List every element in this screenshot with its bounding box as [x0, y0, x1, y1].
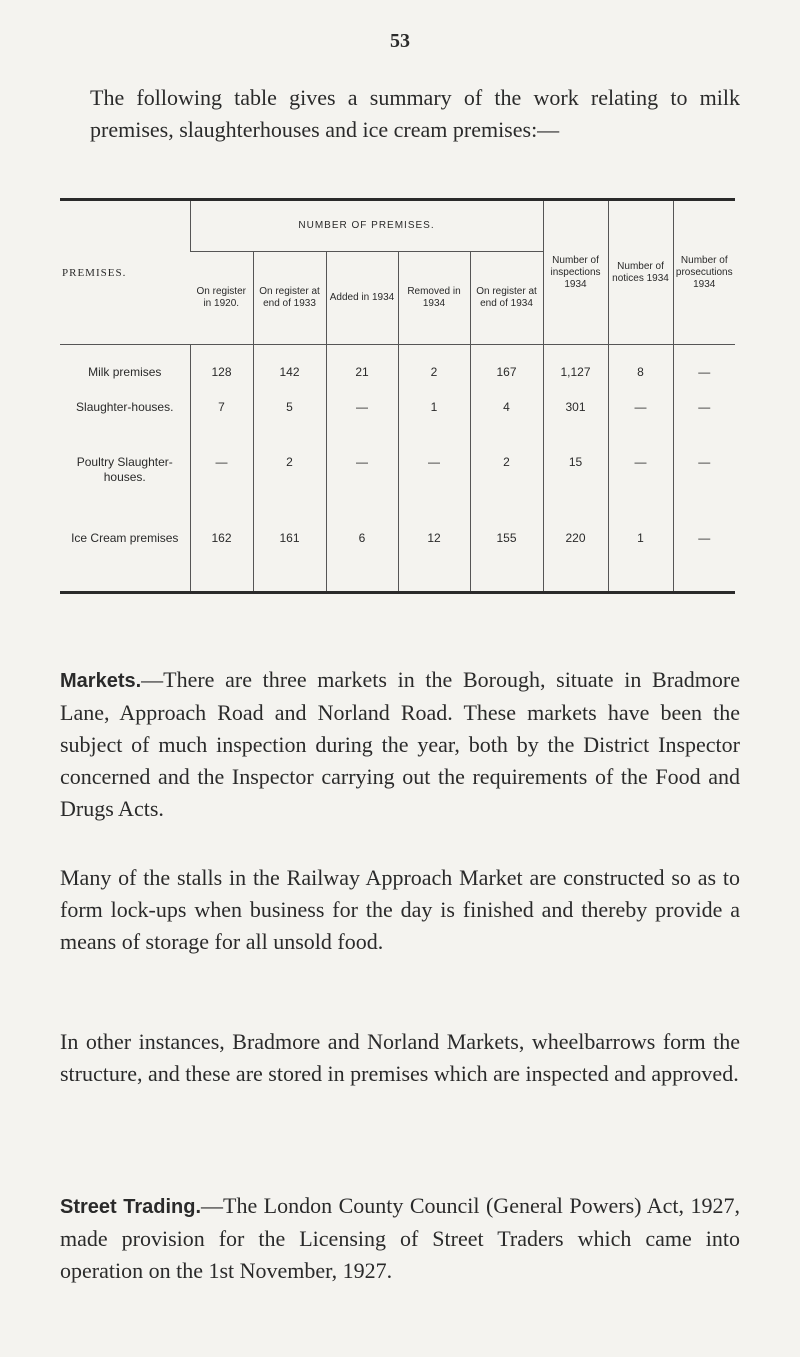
table-cell: —	[398, 455, 470, 531]
table-cell: 12	[398, 531, 470, 591]
row-label: Poultry Slaughter-houses.	[76, 455, 173, 484]
table-cell: 2	[470, 455, 543, 531]
table-cell: —	[608, 400, 673, 455]
street-trading-text: —The London County Council (General Powers) Act, 1927, made provision for the Licensing of Street Traders which came into operation on the 1st November, 1927.	[60, 1193, 740, 1283]
table-row	[60, 455, 735, 531]
page-number: 53	[390, 30, 410, 52]
table-cell: 1,127	[543, 345, 608, 401]
table-cell: 142	[253, 345, 326, 401]
intro-paragraph: The following table gives a summary of the work relating to milk premises, slaughterhouses and ice cream premises:—	[90, 85, 740, 142]
table-cell: 161	[253, 531, 326, 591]
table-cell: 15	[543, 455, 608, 531]
sub-header: On register at end of 1933	[253, 252, 326, 345]
street-trading-paragraph	[60, 1190, 740, 1287]
number-of-premises-header: NUMBER OF PREMISES.	[190, 201, 543, 252]
sub-header: Removed in 1934	[398, 252, 470, 345]
row-label: Milk premises	[88, 365, 162, 379]
table-cell: 7	[190, 400, 253, 455]
premises-summary-table	[60, 198, 735, 594]
table-cell: —	[608, 455, 673, 531]
table-cell: —	[673, 345, 735, 401]
sub-header: On register in 1920.	[190, 252, 253, 345]
premises-column-header: PREMISES.	[60, 201, 190, 345]
table-cell: —	[326, 455, 398, 531]
sub-header: Added in 1934	[326, 252, 398, 345]
table-cell: 2	[398, 345, 470, 401]
table-cell: 5	[253, 400, 326, 455]
table-cell: —	[673, 400, 735, 455]
inspections-header: Number of inspections 1934	[543, 201, 608, 345]
table-cell: 4	[470, 400, 543, 455]
table-cell: 128	[190, 345, 253, 401]
table-cell: 162	[190, 531, 253, 591]
stalls-paragraph: Many of the stalls in the Railway Approach Market are constructed so as to form lock-ups when business for the day is finished and thereby provide a means of storage for all unsold food.	[60, 865, 740, 954]
notices-header: Number of notices 1934	[608, 201, 673, 345]
table-cell: 8	[608, 345, 673, 401]
table-cell: 2	[253, 455, 326, 531]
table-cell: 301	[543, 400, 608, 455]
other-markets-paragraph: In other instances, Bradmore and Norland Markets, wheelbarrows form the structure, and these are stored in premises which are inspected and approved.	[60, 1029, 740, 1086]
markets-text: —There are three markets in the Borough, situate in Bradmore Lane, Approach Road and Norland Road. These markets have been the subject of much inspection during the year, both by the District Inspector concerned and the Inspector carrying out the requirements of the Food and Drugs Acts.	[60, 667, 740, 821]
table-row	[60, 345, 735, 401]
row-label: Slaughter-houses.	[76, 400, 174, 414]
table-cell: —	[326, 400, 398, 455]
sub-header: On register at end of 1934	[470, 252, 543, 345]
summary-table	[60, 201, 735, 591]
table-cell: 1	[398, 400, 470, 455]
street-trading-heading: Street Trading.	[60, 1196, 201, 1218]
table-cell: 167	[470, 345, 543, 401]
table-cell: —	[673, 455, 735, 531]
table-cell: 21	[326, 345, 398, 401]
prosecutions-header: Number of prosecutions 1934	[673, 201, 735, 345]
table-cell: 155	[470, 531, 543, 591]
table-cell: 6	[326, 531, 398, 591]
table-cell: 1	[608, 531, 673, 591]
markets-heading: Markets.	[60, 670, 142, 692]
table-row	[60, 531, 735, 591]
table-cell: —	[673, 531, 735, 591]
table-cell: 220	[543, 531, 608, 591]
table-cell: —	[190, 455, 253, 531]
markets-paragraph	[60, 664, 740, 825]
row-label: Ice Cream premises	[71, 531, 179, 545]
table-row	[60, 400, 735, 455]
